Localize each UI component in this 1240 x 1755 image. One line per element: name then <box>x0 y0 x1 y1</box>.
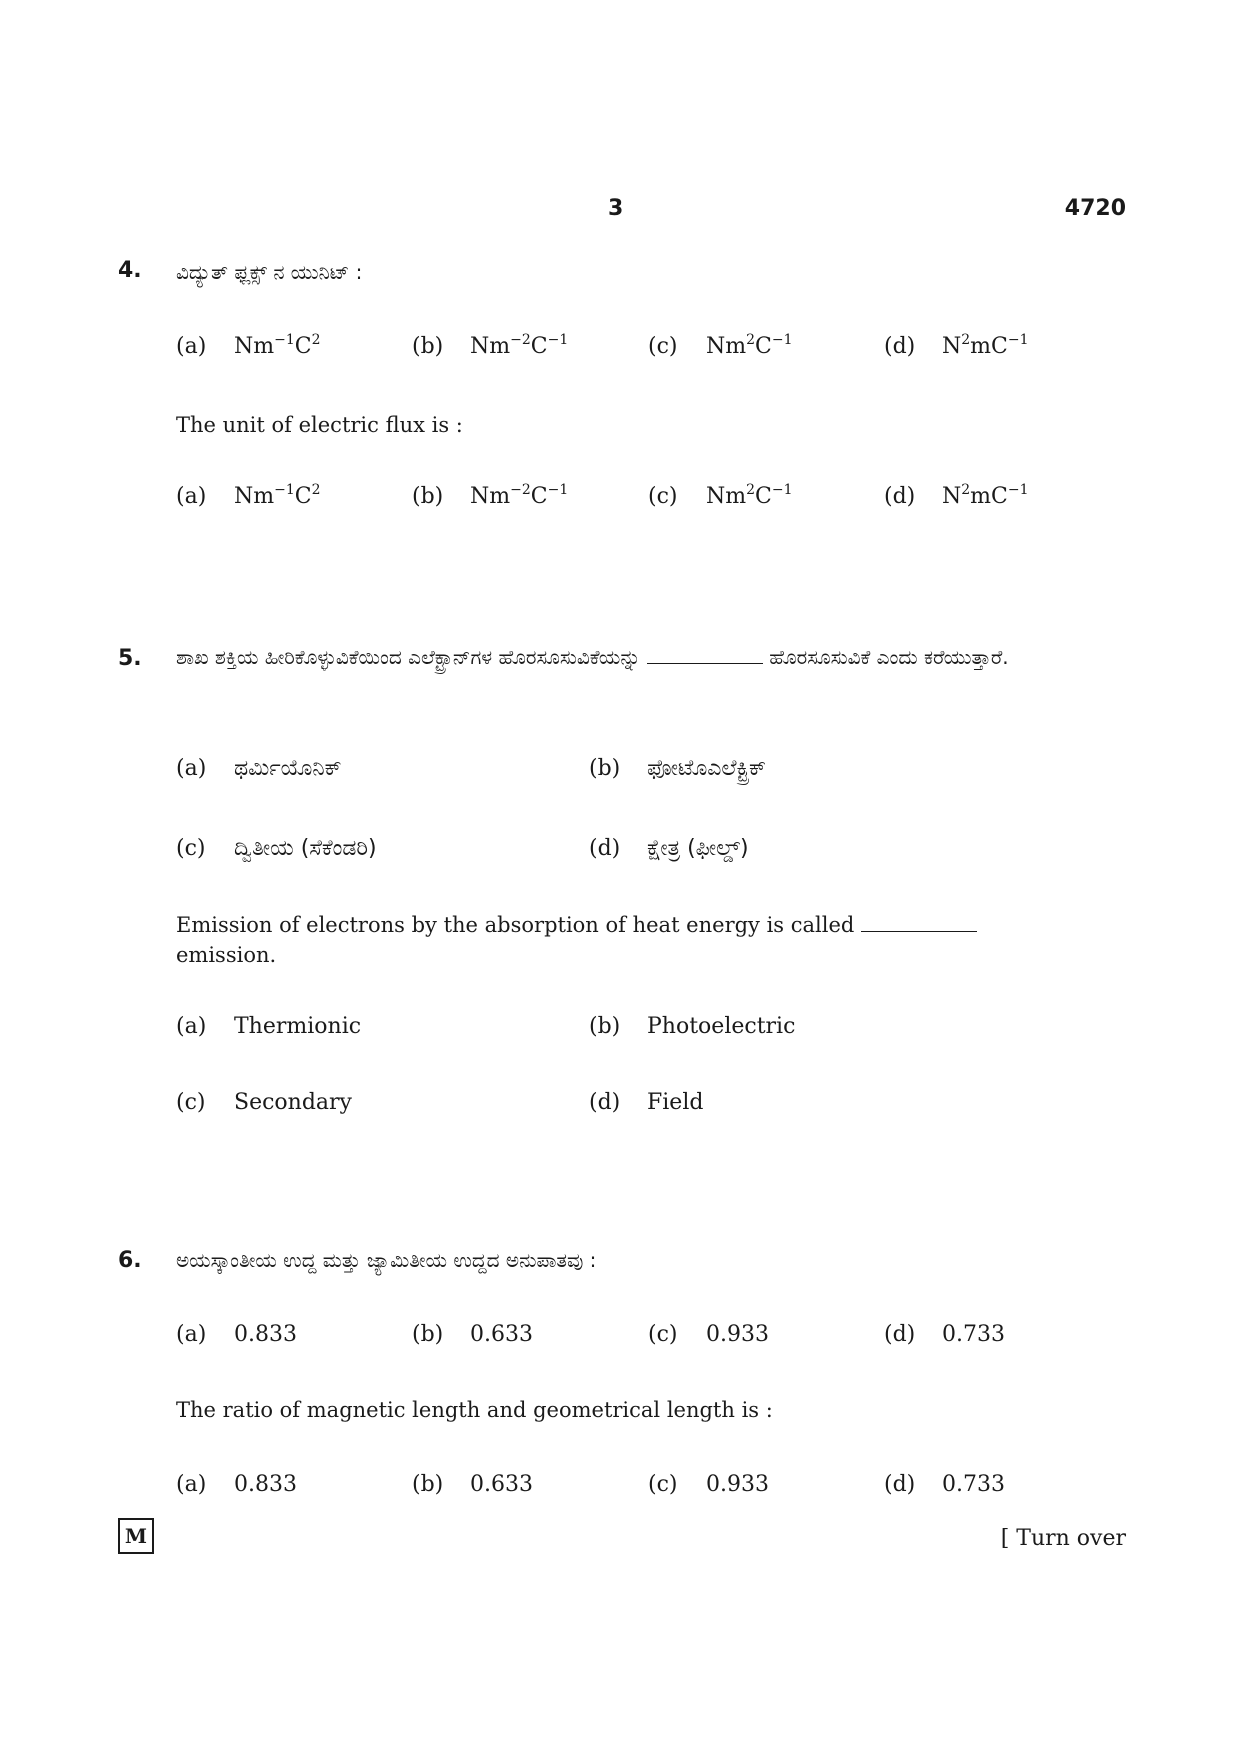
q6-kn-option-b: (b) 0.633 <box>412 1322 533 1347</box>
q4-en-option-c: (c) $Nm^2C^{-1}$ <box>648 482 793 509</box>
q5-kn-option-a: (a) ಥರ್ಮಿಯೊನಿಕ್ <box>176 756 342 781</box>
q6-en-option-a: (a) 0.833 <box>176 1472 297 1497</box>
q6-en-option-c: (c) 0.933 <box>648 1472 769 1497</box>
q4-en-option-b: (b) $Nm^{-2}C^{-1}$ <box>412 482 569 509</box>
question-5-english-text: Emission of electrons by the absorption of heat energy is called emission. <box>176 910 1066 970</box>
question-5-number: 5. <box>118 646 142 671</box>
q4-kn-option-c: (c) $Nm^2C^{-1}$ <box>648 332 793 359</box>
q6-kn-option-d: (d) 0.733 <box>884 1322 1005 1347</box>
question-6-kannada-text: ಅಯಸ್ಕಾಂತೀಯ ಉದ್ದ ಮತ್ತು ಜ್ಯಾಮಿತೀಯ ಉದ್ದದ ಅನುಪಾತವು : <box>176 1248 597 1272</box>
question-4-english-text: The unit of electric flux is : <box>176 413 463 437</box>
answer-blank <box>861 911 977 932</box>
q5-en-option-b: (b) Photoelectric <box>589 1014 796 1039</box>
question-6-number: 6. <box>118 1248 142 1273</box>
turn-over-text: [ Turn over <box>1000 1526 1126 1551</box>
q5-kn-option-c: (c) ದ್ವಿತೀಯ (ಸೆಕೆಂಡರಿ) <box>176 836 377 861</box>
q4-kn-option-b: (b) $Nm^{-2}C^{-1}$ <box>412 332 569 359</box>
question-4-kannada-text: ವಿದ್ಯುತ್ ಫ್ಲಕ್ಸ್ ನ ಯುನಿಟ್ : <box>176 260 363 284</box>
q5-en-option-a: (a) Thermionic <box>176 1014 362 1039</box>
q5-en-option-c: (c) Secondary <box>176 1090 352 1115</box>
q4-en-option-d: (d) $N^2mC^{-1}$ <box>884 482 1029 509</box>
q5-kn-option-d: (d) ಕ್ಷೇತ್ರ (ಫೀಲ್ಡ್) <box>589 836 749 861</box>
page-number: 3 <box>608 196 624 221</box>
paper-code: 4720 <box>1064 196 1126 221</box>
q4-kn-option-d: (d) $N^2mC^{-1}$ <box>884 332 1029 359</box>
q4-en-option-a: (a) $Nm^{-1}C^2$ <box>176 482 321 509</box>
question-5-kannada-text: ಶಾಖ ಶಕ್ತಿಯ ಹೀರಿಕೊಳ್ಳುವಿಕೆಯಿಂದ ಎಲೆಕ್ಟ್ರಾನ್‌ಗಳ ಹೊರಸೂಸುವಿಕೆಯನ್ನು ಹೊರಸೂಸುವಿಕೆ ಎಂದು ಕರೆಯುತ್ತಾರೆ. <box>176 645 1009 669</box>
q6-en-option-d: (d) 0.733 <box>884 1472 1005 1497</box>
q5-en-option-d: (d) Field <box>589 1090 704 1115</box>
answer-blank <box>647 643 763 664</box>
q4-kn-option-a: (a) $Nm^{-1}C^2$ <box>176 332 321 359</box>
question-6-english-text: The ratio of magnetic length and geometrical length is : <box>176 1398 773 1422</box>
q6-en-option-b: (b) 0.633 <box>412 1472 533 1497</box>
q6-kn-option-c: (c) 0.933 <box>648 1322 769 1347</box>
q5-kn-option-b: (b) ಫೋಟೊಎಲೆಕ್ಟ್ರಿಕ್ <box>589 756 767 781</box>
medium-mark-box: M <box>118 1518 154 1554</box>
question-4-number: 4. <box>118 258 142 283</box>
q6-kn-option-a: (a) 0.833 <box>176 1322 297 1347</box>
